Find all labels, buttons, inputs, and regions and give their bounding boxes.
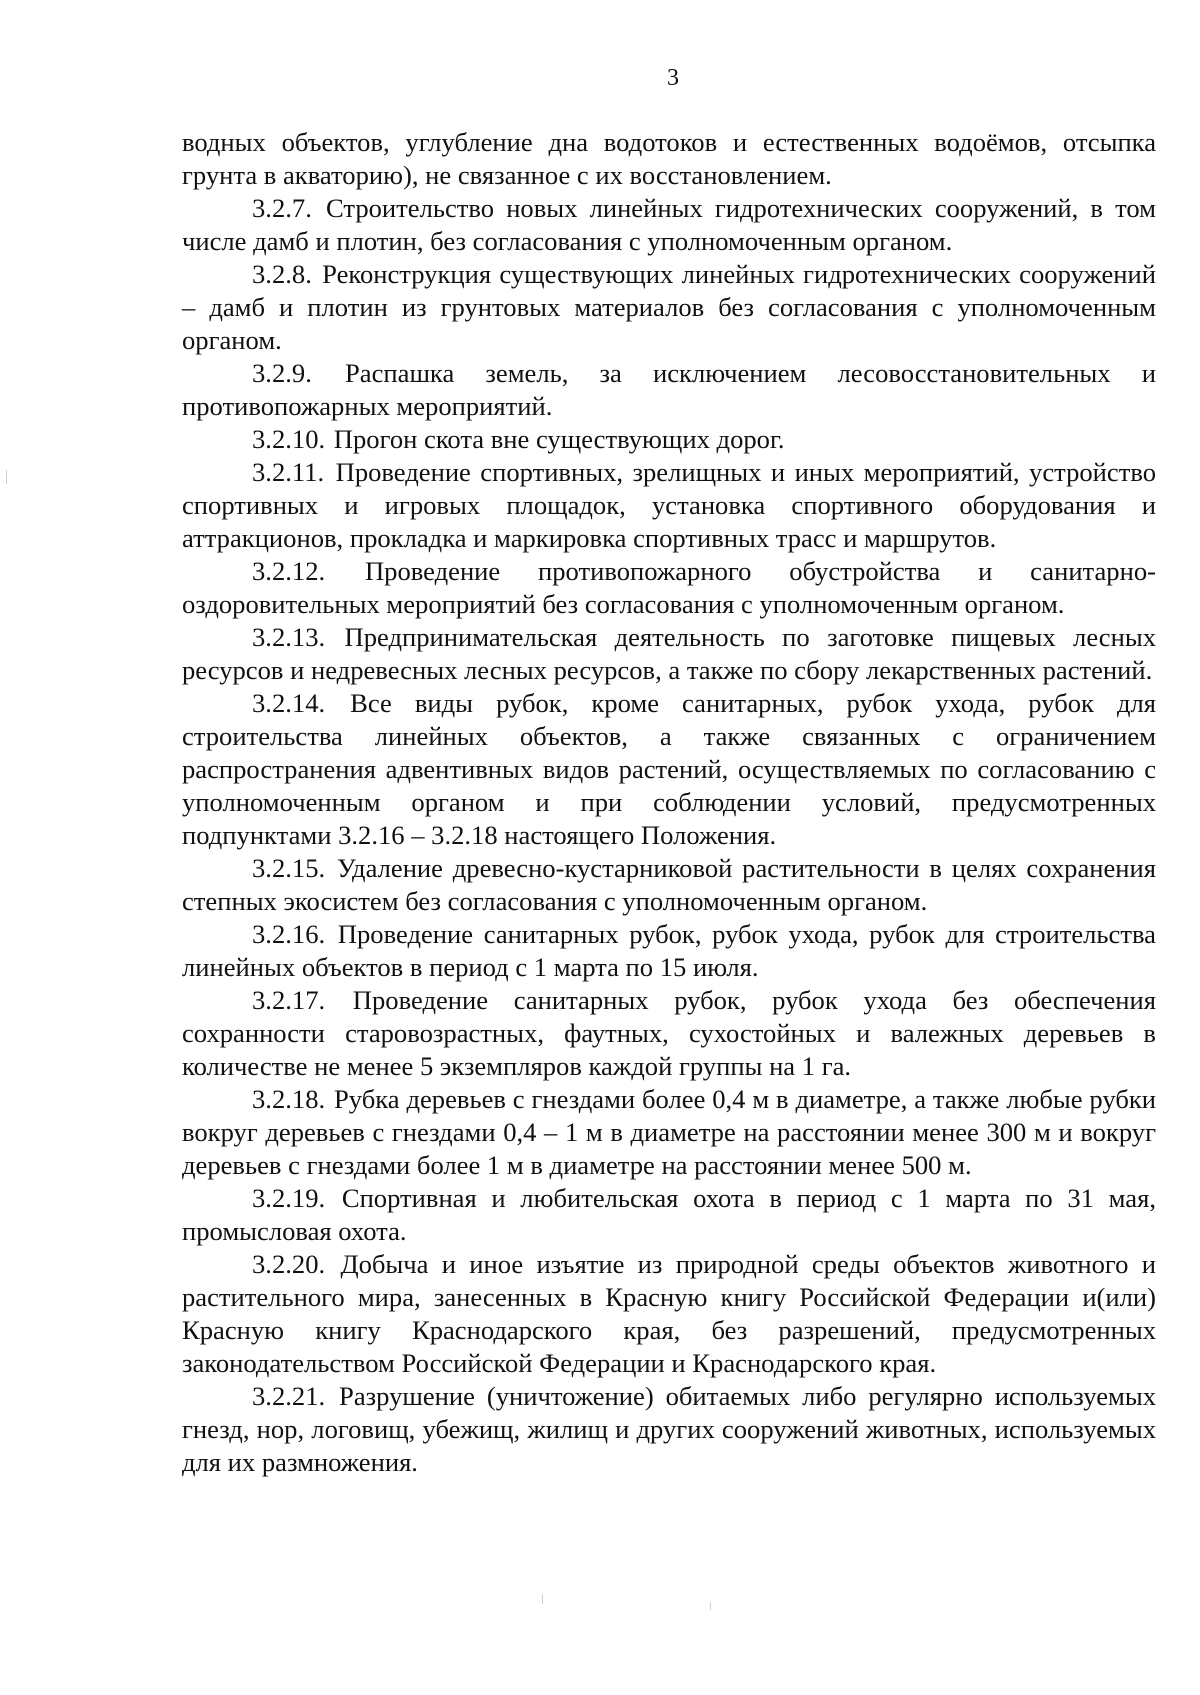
clause-number: 3.2.12. <box>252 556 326 586</box>
paragraph <box>182 852 1156 918</box>
paragraph-text: Спортивная и любительская охота в период с 1 марта по 31 мая, промысловая охота. <box>182 1183 1156 1246</box>
paragraph <box>182 1380 1156 1479</box>
paragraph-text: Проведение санитарных рубок, рубок ухода, рубок для строительства линейных объектов в период с 1 марта по 15 июля. <box>182 919 1156 982</box>
paragraph-text: Разрушение (уничтожение) обитаемых либо регулярно используемых гнезд, нор, логовищ, убежищ, жилищ и других сооружений животных, используемых для их размножения. <box>182 1381 1156 1477</box>
paragraph-text: Проведение спортивных, зрелищных и иных мероприятий, устройство спортивных и игровых площадок, установка спортивного оборудования и аттракционов, прокладка и маркировка спортивных трасс и маршрутов. <box>182 457 1156 553</box>
paragraph-text: Все виды рубок, кроме санитарных, рубок ухода, рубок для строительства линейных объектов, а также связанных с ограничением распространения адвентивных видов растений, осуществляемых по согласованию с уполномоченным органом и при соблюдении условий, предусмотренных подпунктами 3.2.16 – 3.2.18 настоящего Положения. <box>182 688 1156 850</box>
clause-number: 3.2.14. <box>252 688 326 718</box>
paragraph <box>182 621 1156 687</box>
paragraph-text: Рубка деревьев с гнездами более 0,4 м в диаметре, а также любые рубки вокруг деревьев с гнездами 0,4 – 1 м в диаметре на расстоянии менее 300 м и вокруг деревьев с гнездами более 1 м в диаметре на расстоянии менее 500 м. <box>182 1084 1157 1180</box>
clause-number: 3.2.15. <box>252 853 326 883</box>
scan-mark <box>542 1594 543 1604</box>
document-body <box>182 126 1156 1479</box>
paragraph <box>182 555 1156 621</box>
clause-number: 3.2.7. <box>252 193 312 223</box>
page-number: 3 <box>667 65 679 91</box>
paragraph <box>182 687 1156 852</box>
clause-number: 3.2.21. <box>252 1381 326 1411</box>
paragraph <box>182 1248 1156 1380</box>
paragraph <box>182 357 1156 423</box>
paragraph <box>182 126 1156 192</box>
clause-number: 3.2.13. <box>252 622 326 652</box>
paragraph <box>182 423 1156 456</box>
paragraph-text: Строительство новых линейных гидротехнических сооружений, в том числе дамб и плотин, без согласования с уполномоченным органом. <box>182 193 1157 256</box>
clause-number: 3.2.10. <box>252 424 326 454</box>
clause-number: 3.2.17. <box>252 985 326 1015</box>
paragraph <box>182 192 1156 258</box>
clause-number: 3.2.9. <box>252 358 312 388</box>
clause-number: 3.2.16. <box>252 919 326 949</box>
paragraph <box>182 1083 1156 1182</box>
paragraph-text: водных объектов, углубление дна водотоков и естественных водоёмов, отсыпка грунта в акваторию), не связанное с их восстановлением. <box>182 127 1156 190</box>
paragraph <box>182 918 1156 984</box>
paragraph-text: Удаление древесно-кустарниковой растительности в целях сохранения степных экосистем без согласования с уполномоченным органом. <box>182 853 1156 916</box>
paragraph <box>182 258 1156 357</box>
clause-number: 3.2.8. <box>252 259 312 289</box>
paragraph-text: Проведение противопожарного обустройства и санитарно-оздоровительных мероприятий без согласования с уполномоченным органом. <box>182 556 1156 619</box>
scan-mark <box>6 470 7 484</box>
clause-number: 3.2.18. <box>252 1084 326 1114</box>
clause-number: 3.2.11. <box>252 457 325 487</box>
paragraph <box>182 984 1156 1083</box>
scan-mark <box>710 1602 711 1610</box>
paragraph-text: Предпринимательская деятельность по заготовке пищевых лесных ресурсов и недревесных лесных ресурсов, а также по сбору лекарственных растений. <box>182 622 1156 685</box>
paragraph <box>182 456 1156 555</box>
paragraph-text: Прогон скота вне существующих дорог. <box>333 424 785 454</box>
paragraph-text: Распашка земель, за исключением лесовосстановительных и противопожарных мероприятий. <box>182 358 1156 421</box>
paragraph-text: Добыча и иное изъятие из природной среды объектов животного и растительного мира, занесенных в Красную книгу Российской Федерации и(или) Красную книгу Краснодарского края, без разрешений, предусмотренных законодательством Российской Федерации и Краснодарского края. <box>182 1249 1156 1378</box>
clause-number: 3.2.19. <box>252 1183 326 1213</box>
paragraph-text: Реконструкция существующих линейных гидротехнических сооружений – дамб и плотин из грунтовых материалов без согласования с уполномоченным органом. <box>182 259 1156 355</box>
clause-number: 3.2.20. <box>252 1249 326 1279</box>
paragraph <box>182 1182 1156 1248</box>
paragraph-text: Проведение санитарных рубок, рубок ухода без обеспечения сохранности старовозрастных, фаутных, сухостойных и валежных деревьев в количестве не менее 5 экземпляров каждой группы на 1 га. <box>182 985 1156 1081</box>
